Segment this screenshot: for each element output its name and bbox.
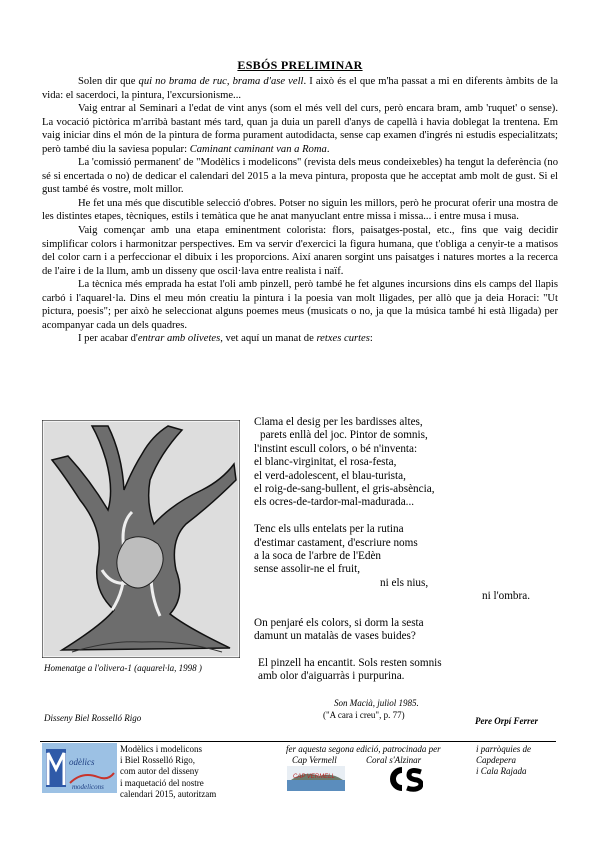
poem-line: El pinzell ha encantit. Sols resten somnis — [258, 657, 442, 670]
modelics-logo — [42, 743, 117, 793]
poem-line: damunt un matalàs de vases buides? — [254, 630, 416, 643]
cap-vermell-logo — [287, 766, 345, 791]
sponsor-cap-vermell: Cap Vermell — [292, 755, 337, 765]
footer-divider — [40, 741, 556, 742]
poem-line: amb olor d'aiguarràs i purpurina. — [258, 670, 405, 683]
page-title: ESBÓS PRELIMINAR — [237, 58, 363, 72]
paragraph-3: La 'comissió permanent' de "Modèlics i modelicons" (revista dels meus condeixebles) ha tengut la deferència (no sé si encertada o no) de dedicar el calendari del 2015 a la meva pintura, proposta que he acceptat amb molt de gust. Si el gust també és vostre, molt millor. — [42, 157, 558, 196]
poem-line: l'instint escull colors, o bé n'inventa: — [254, 442, 418, 455]
paragraph-2: Vaig entrar al Seminari a l'edat de vint anys (som el més vell del curs, però encara bram, amb 'ruquet' o sense). La vocació pictòrica m'arribà bastant més tard, quan ja duia un parell d'anys de capellà i havia doblegat la trentena. Em vaig iniciar dins el món de la pintura de forma purament autodidacta, sense cap examen d'ingrés ni estudis especialitzats; però també diu la saviesa popular: Caminant caminant van a Roma. — [42, 103, 558, 155]
sponsor-coral: Coral s'Alzinar — [366, 755, 422, 765]
paragraph-4: He fet una més que discutible selecció d'obres. Potser no siguin les millors, però he procurat oferir una mostra de les distintes etapes, tècniques, estils i temàtica que he anat manyuclant entre missa i missa... i entre musa i musa. — [42, 197, 558, 223]
image-caption: Homenatge a l'olivera-1 (aquarel·la, 1998 ) — [44, 663, 202, 673]
intro-text — [42, 75, 558, 346]
design-credit: Disseny Biel Rosselló Rigo — [44, 713, 142, 723]
poem-line: On penjaré els colors, si dorm la sesta — [254, 616, 424, 629]
signature-place: Son Macià, juliol 1985. — [334, 698, 419, 708]
paragraph-1: Solen dir que qui no brama de ruc, brama d'ase vell. I això és el que m'ha passat a mi en diferents àmbits de la vida: el sacerdoci, la pintura, l'excursionisme... — [42, 76, 559, 101]
svg-text:modelicons: modelicons — [72, 783, 104, 791]
svg-text:CAP VERMELL: CAP VERMELL — [293, 774, 335, 780]
poem-line: els ocres-de-tardor-mal-madurada... — [254, 496, 415, 509]
paragraph-6: La tècnica més emprada ha estat l'oli amb pinzell, però també he fet algunes incursions dins els camps del llapis carbó i l'aquarel·la. Dins el meu món creatiu la pintura i la poesia van molt lligades, per allò que ja deia Horaci: "Ut pictura, poesis"; per això he seleccionat alguns poemes meus (musicats o no, ja que la música també hi està lligada) per acompanyar cada un dels quadres. — [42, 279, 558, 331]
poem-line: ni l'ombra. — [482, 590, 531, 603]
signature-source: ("A cara i creu", p. 77) — [323, 710, 405, 720]
footer-credits: Modèlics i modelicons i Biel Rosselló Rigo, com autor del disseny i maquetació del nostre calendari 2015, autoritzam — [120, 744, 217, 799]
paragraph-5: Vaig començar amb una etapa eminentment colorista: flors, paisatges-postal, etc., fins que vaig decidir simplificar colors i harmonitzar perspectives. Em va servir d'exercici la figura humana, que t'obliga a cenyir-te a matisos del color carn i a perfeccionar el dibuix i les proporcions. Així anaren sorgint uns paisatges i natures mortes a la recerca de l'aire i de la llum, amb un disseny que oscil·lava entre realista i naïf. — [42, 225, 558, 277]
footer-parishes: i parròquies de Capdepera i Cala Rajada — [476, 744, 531, 777]
poem-line: d'estimar castament, d'escriure noms — [254, 536, 418, 549]
coral-salzinar-logo — [387, 766, 423, 792]
poem-line: el verd-adolescent, el blau-turista, — [254, 469, 406, 482]
footer-sponsor-title: fer aquesta segona edició, patrocinada per — [286, 744, 441, 754]
paragraph-7: I per acabar d'entrar amb olivetes, vet aquí un manat de retxes curtes: — [78, 333, 373, 345]
poem-line: el blanc-virginitat, el rosa-festa, — [254, 456, 397, 469]
poem-line: sense assolir-ne el fruit, — [254, 563, 361, 576]
poem-line: Clama el desig per les bardisses altes, — [254, 416, 423, 428]
author-name: Pere Orpí Ferrer — [475, 716, 538, 726]
poem-line: parets enllà del joc. Pintor de somnis, — [260, 429, 428, 442]
poem-line: a la soca de l'arbre de l'Edèn — [254, 549, 382, 562]
poem-line: Tenc els ulls entelats per la rutina — [254, 523, 404, 536]
poem-line: el roig-de-sang-bullent, el gris-absència, — [254, 482, 435, 495]
poem — [254, 416, 530, 684]
poem-line: ni els nius, — [380, 576, 429, 589]
olive-tree-drawing — [42, 420, 240, 658]
logo-text: odèlics — [69, 757, 95, 767]
